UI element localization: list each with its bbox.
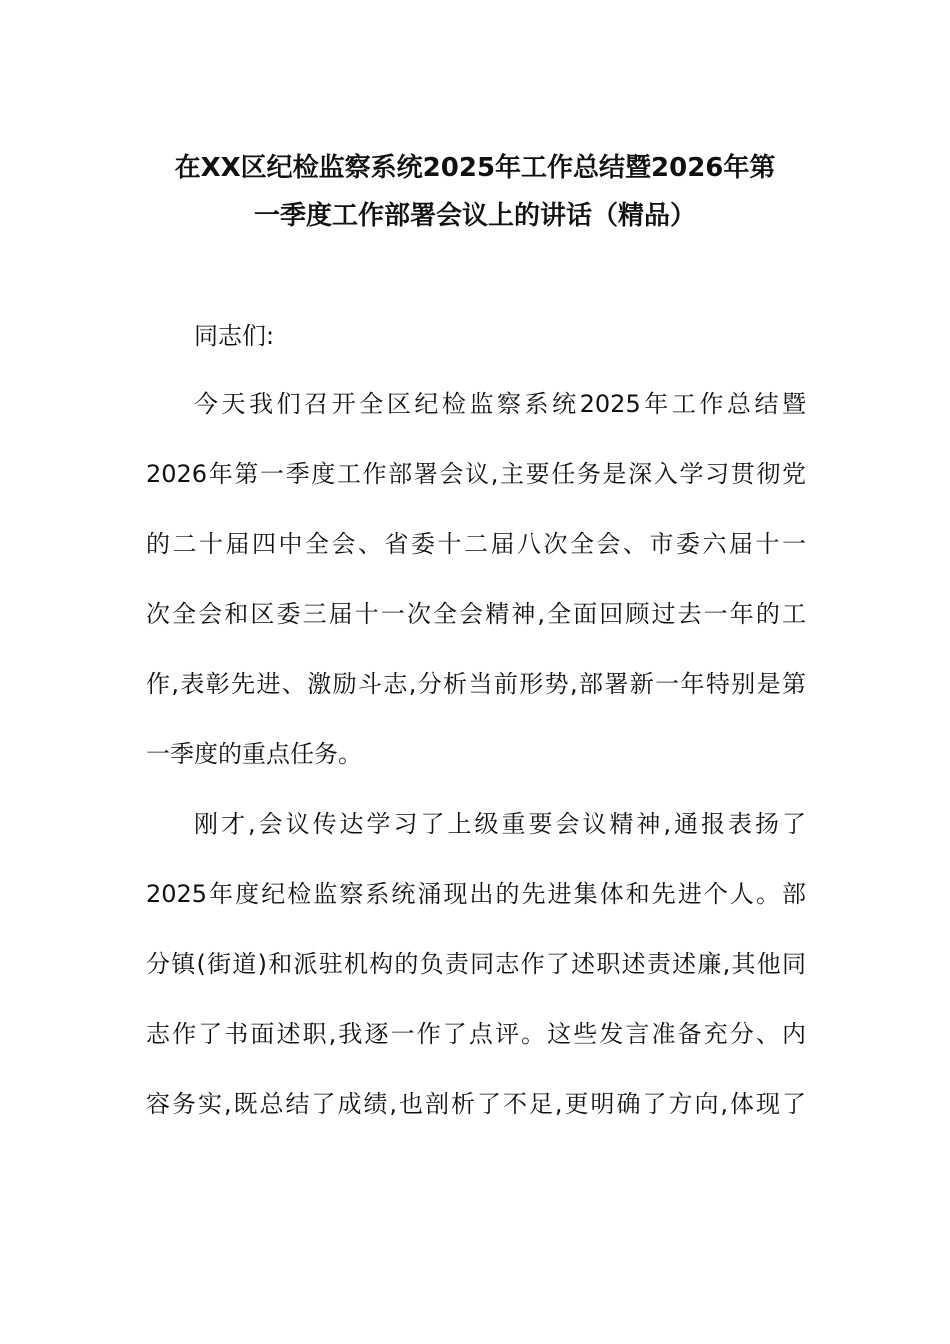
paragraph-2-line-4: 志作了书面述职,我逐一作了点评。这些发言准备充分、内 [146,1020,806,1048]
document-title-line-1: 在XX区纪检监察系统2025年工作总结暨2026年第 [174,153,776,183]
paragraph-2-line-3: 分镇(街道)和派驻机构的负责同志作了述职述责述廉,其他同 [146,950,806,978]
paragraph-1-line-6: 一季度的重点任务。 [146,740,362,768]
paragraph-1-line-1: 今天我们召开全区纪检监察系统2025年工作总结暨 [194,390,806,418]
paragraph-2-line-1: 刚才,会议传达学习了上级重要会议精神,通报表扬了 [194,810,806,838]
paragraph-1-line-4: 次全会和区委三届十一次全会精神,全面回顾过去一年的工 [146,600,806,628]
paragraph-1-line-5: 作,表彰先进、激励斗志,分析当前形势,部署新一年特别是第 [146,670,806,698]
paragraph-1-line-2: 2026年第一季度工作部署会议,主要任务是深入学习贯彻党 [146,460,806,488]
paragraph-1-line-3: 的二十届四中全会、省委十二届八次全会、市委六届十一 [146,530,806,558]
paragraph-2-line-5: 容务实,既总结了成绩,也剖析了不足,更明确了方向,体现了 [146,1090,806,1118]
paragraph-2-line-2: 2025年度纪检监察系统涌现出的先进集体和先进个人。部 [146,880,806,908]
document-title-line-2: 一季度工作部署会议上的讲话（精品） [253,201,696,231]
salutation: 同志们: [194,322,275,350]
